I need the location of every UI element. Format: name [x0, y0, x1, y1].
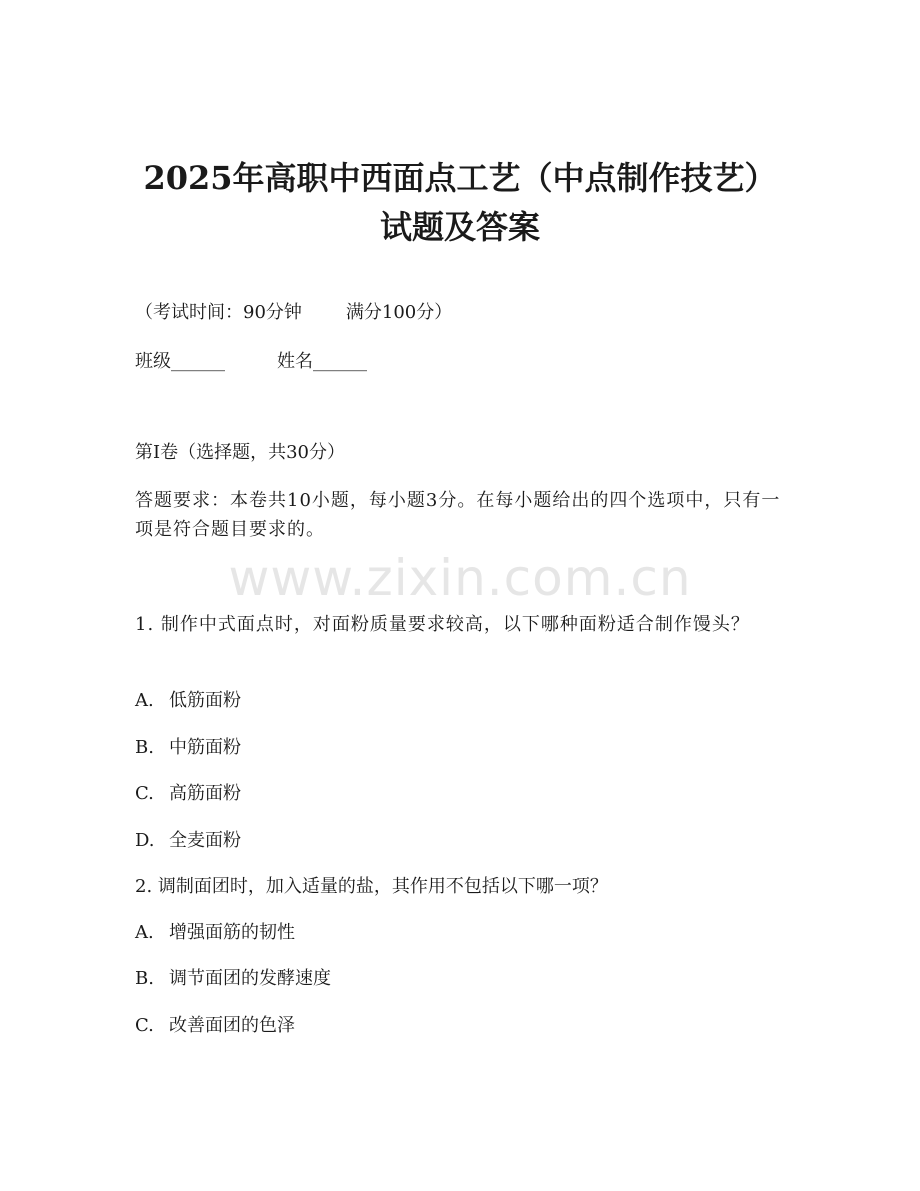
option-text: 高筋面粉 — [169, 783, 241, 804]
instructions: 答题要求：本卷共10小题，每小题3分。在每小题给出的四个选项中，只有一项是符合题目要求的。 — [135, 490, 781, 540]
question-1-option-a — [135, 689, 241, 713]
question-2-option-c — [135, 1014, 295, 1038]
class-field: 班级______ — [135, 351, 225, 372]
option-letter: C. — [135, 1015, 154, 1036]
option-text: 增强面筋的韧性 — [169, 922, 295, 943]
full-score: 满分100分） — [345, 302, 453, 323]
exam-time: （考试时间：90分钟 — [135, 302, 302, 323]
option-letter: C. — [135, 783, 154, 804]
option-letter: B. — [135, 737, 154, 758]
question-1-option-c — [135, 782, 241, 806]
option-letter: D. — [135, 830, 155, 851]
name-field: 姓名______ — [277, 351, 367, 372]
question-1-stem: 1. 制作中式面点时，对面粉质量要求较高，以下哪种面粉适合制作馒头？ — [135, 614, 750, 635]
document-title-line-2: 试题及答案 — [379, 208, 540, 246]
option-text: 低筋面粉 — [169, 690, 241, 711]
option-letter: A. — [135, 922, 154, 943]
option-text: 改善面团的色泽 — [169, 1015, 295, 1036]
student-info — [135, 350, 367, 374]
section-title: 第I卷（选择题，共30分） — [135, 442, 346, 463]
question-2-option-b — [135, 967, 331, 991]
exam-info — [135, 301, 452, 325]
watermark: www.zixin.com.cn — [228, 549, 692, 607]
option-text: 调节面团的发酵速度 — [169, 968, 331, 989]
option-text: 全麦面粉 — [169, 830, 241, 851]
option-letter: B. — [135, 968, 154, 989]
question-2-option-a — [135, 921, 295, 945]
question-2-stem: 2. 调制面团时，加入适量的盐，其作用不包括以下哪一项？ — [135, 876, 608, 897]
question-1-option-b — [135, 736, 241, 760]
option-letter: A. — [135, 690, 154, 711]
option-text: 中筋面粉 — [169, 737, 241, 758]
question-1-option-d — [135, 829, 241, 853]
document-title-line-1: 2025年高职中西面点工艺（中点制作技艺） — [143, 159, 777, 197]
